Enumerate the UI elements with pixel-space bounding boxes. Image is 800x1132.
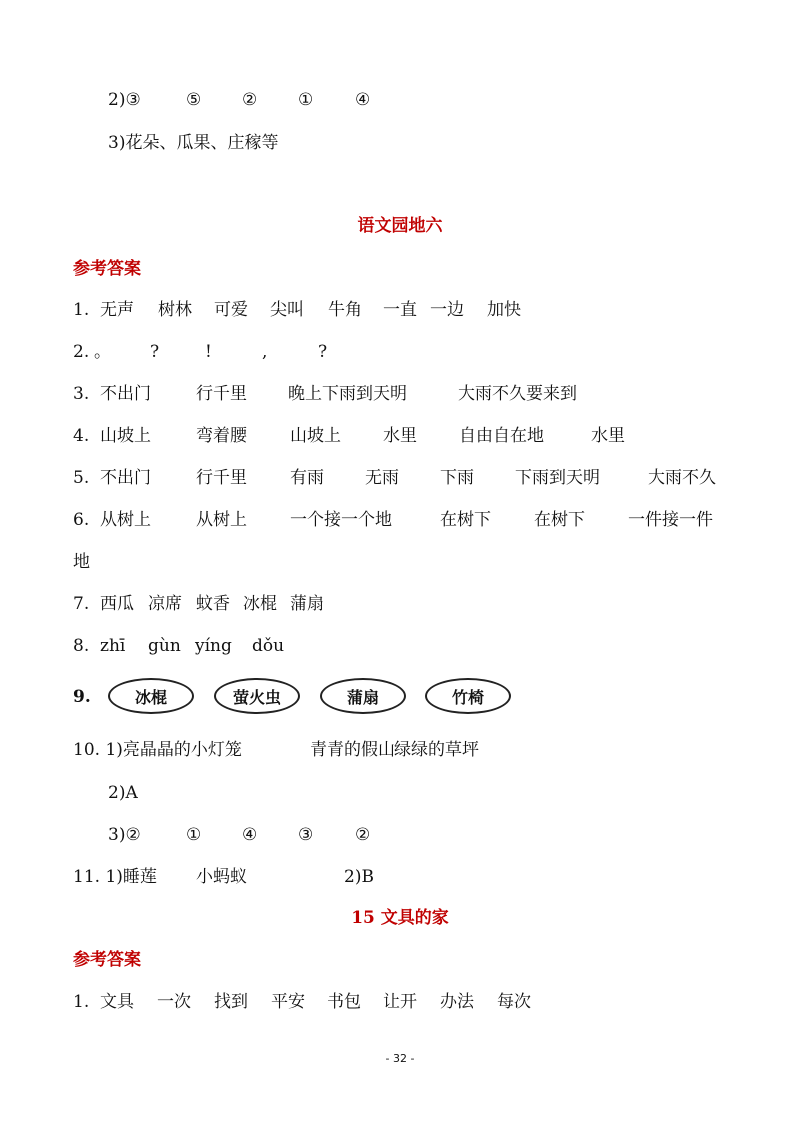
answer-text: 3)花朵、瓜果、庄稼等 [108,133,279,153]
answer-text: 11. 1)睡莲 [73,867,157,887]
answer-text: 大雨不久要来到 [458,384,577,404]
answer-text: 下雨 [440,468,474,488]
answer-text: 尖叫 [270,300,304,320]
section-title: 语文园地六 [357,216,443,236]
answer-text: 晚上下雨到天明 [288,384,407,404]
answer-text: ② [242,90,258,110]
answer-label: 参考答案 [73,259,141,279]
answer-text: 7. [73,594,90,614]
answer-text: , [262,342,268,362]
answer-text: 可爱 [214,300,248,320]
answer-text: ① [298,90,314,110]
answer-text: 在树下 [440,510,491,530]
answer-text: ? [318,342,328,362]
answer-text: 地 [73,552,90,572]
oval-word-3: 蒲扇 [320,678,406,714]
answer-text: 找到 [214,992,248,1012]
answer-text: 1. [73,300,90,320]
oval-word-1: 冰棍 [108,678,194,714]
answer-text: 8. [73,636,90,656]
answer-text: 2)B [344,867,374,887]
answer-text: ① [186,825,202,845]
answer-text: 山坡上 [100,426,151,446]
answer-text: ④ [242,825,258,845]
answer-text: 水里 [383,426,417,446]
answer-text: 下雨到天明 [515,468,600,488]
answer-text: 办法 [440,992,474,1012]
answer-text: 6. [73,510,90,530]
answer-text: 让开 [383,992,417,1012]
answer-text: 绿绿的草坪 [394,740,479,760]
answer-text: 蒲扇 [290,594,324,614]
answer-text: 一直 [383,300,417,320]
answer-text: 一边 [430,300,464,320]
oval-word-4: 竹椅 [425,678,511,714]
answer-text: 水里 [591,426,625,446]
answer-text: ③ [298,825,314,845]
answer-text: 青青的假山 [310,740,395,760]
answer-text: 2)③ [108,90,141,110]
answer-text: 树林 [158,300,192,320]
answer-text: 弯着腰 [196,426,247,446]
answer-text: 2)A [108,783,138,803]
answer-text: ④ [355,90,371,110]
answer-text: 文具 [100,992,134,1012]
answer-text: 自由自在地 [459,426,544,446]
answer-text: 一件接一件 [628,510,713,530]
answer-text: zhī [100,636,126,656]
answer-text: 2. [73,342,90,362]
answer-text: 凉席 [148,594,182,614]
answer-text: ② [355,825,371,845]
answer-text: 在树下 [534,510,585,530]
answer-text: 10. 1)亮晶晶的小灯笼 [73,740,242,760]
answer-text: 3. [73,384,90,404]
answer-text: yíng [195,636,232,656]
answer-text: ? [150,342,160,362]
answer-text: 书包 [327,992,361,1012]
answer-text: 行千里 [196,384,247,404]
oval-word-2: 萤火虫 [214,678,300,714]
answer-text: 小蚂蚁 [196,867,247,887]
answer-text: 西瓜 [100,594,134,614]
answer-text: 每次 [497,992,531,1012]
page-number: - 32 - [385,1052,415,1065]
answer-text: 行千里 [196,468,247,488]
answer-text: 不出门 [100,384,151,404]
answer-text: 5. [73,468,90,488]
answer-text: 无声 [100,300,134,320]
answer-text: 1. [73,992,90,1012]
answer-text: 4. [73,426,90,446]
answer-label-2: 参考答案 [73,950,141,970]
lesson-title: 15 文具的家 [351,908,449,928]
answer-text: 平安 [271,992,305,1012]
answer-text: gùn [148,636,181,656]
answer-text: 一个接一个地 [290,510,392,530]
answer-text: 冰棍 [243,594,277,614]
answer-text: 从树上 [100,510,151,530]
answer-text: dǒu [252,636,285,656]
answer-text: 一次 [157,992,191,1012]
answer-text: ⑤ [186,90,202,110]
answer-text: 蚊香 [196,594,230,614]
answer-text: 有雨 [290,468,324,488]
answer-text: 加快 [487,300,521,320]
answer-text: 山坡上 [290,426,341,446]
answer-text: ! [205,342,212,362]
answer-text: 。 [94,342,111,362]
answer-text: 牛角 [328,300,362,320]
answer-text: 从树上 [196,510,247,530]
q9-label: 9. [73,687,91,707]
answer-text: 不出门 [100,468,151,488]
answer-text: 大雨不久 [648,468,716,488]
answer-text: 无雨 [365,468,399,488]
answer-text: 3)② [108,825,141,845]
